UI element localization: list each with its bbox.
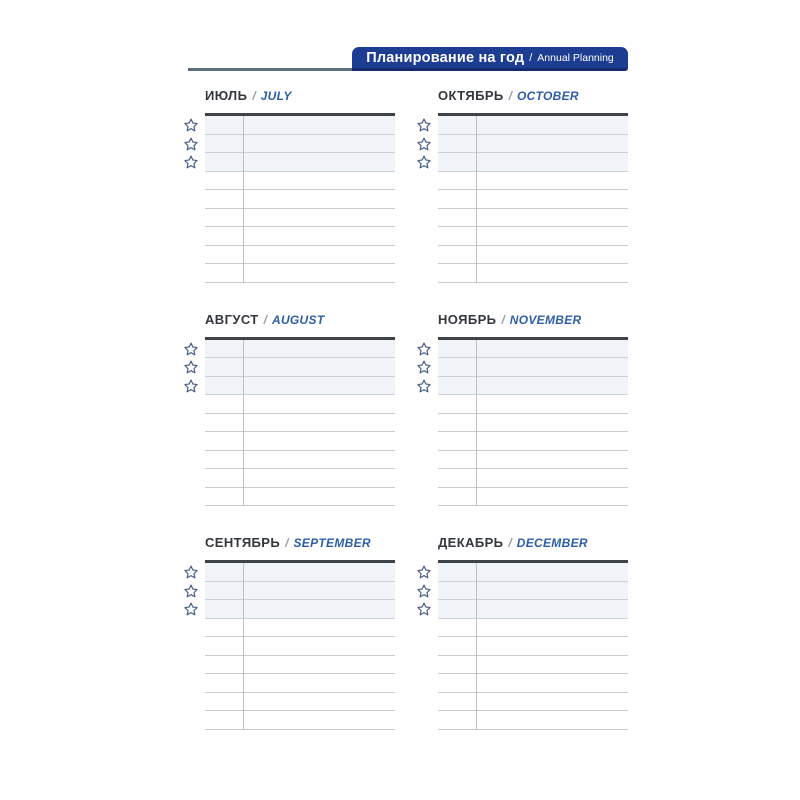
note-row (205, 674, 395, 693)
note-row (205, 264, 395, 283)
header-rule (188, 68, 352, 71)
star-slot (184, 135, 198, 154)
priority-row (438, 116, 628, 135)
month-title-separator: / (508, 536, 512, 550)
star-slot (184, 377, 198, 396)
star-outline-icon (184, 360, 198, 374)
star-outline-icon (417, 155, 431, 169)
priority-row (438, 563, 628, 582)
priority-row (438, 600, 628, 619)
priority-stars-column (417, 560, 431, 730)
star-outline-icon (417, 584, 431, 598)
star-outline-icon (184, 137, 198, 151)
month-section (184, 531, 395, 730)
note-row (438, 693, 628, 712)
note-row (205, 190, 395, 209)
priority-stars-column (417, 113, 431, 283)
star-outline-icon (417, 360, 431, 374)
month-title-separator: / (252, 89, 256, 103)
planning-table (438, 113, 628, 283)
priority-stars-column (184, 113, 198, 283)
priority-stars-column (417, 337, 431, 507)
date-column-divider (243, 563, 244, 730)
note-row (438, 264, 628, 283)
month-section (417, 531, 628, 730)
star-outline-icon (184, 379, 198, 393)
priority-stars-column (184, 560, 198, 730)
month-title-separator: / (263, 312, 267, 327)
note-row (205, 469, 395, 488)
note-row (438, 451, 628, 470)
date-column-divider (243, 116, 244, 283)
priority-stars-column (184, 337, 198, 507)
note-row (438, 619, 628, 638)
star-outline-icon (184, 565, 198, 579)
date-column-divider (476, 340, 477, 507)
month-title (438, 312, 628, 329)
months-grid (184, 84, 628, 730)
note-row (205, 414, 395, 433)
date-column-divider (243, 340, 244, 507)
note-row (438, 432, 628, 451)
note-row (205, 656, 395, 675)
note-row (438, 395, 628, 414)
month-title-separator: / (285, 536, 289, 550)
note-row (205, 451, 395, 470)
month-name-en: SEPTEMBER (293, 536, 371, 550)
month-title-separator: / (508, 89, 512, 103)
page-header (352, 47, 628, 71)
month-name-ru: СЕНТЯБРЬ (205, 535, 281, 550)
star-slot (417, 116, 431, 135)
date-column-divider (476, 116, 477, 283)
note-row (205, 172, 395, 191)
month-planner (184, 113, 395, 283)
star-slot (417, 153, 431, 172)
priority-row (205, 116, 395, 135)
planning-table (438, 337, 628, 507)
planning-table (205, 337, 395, 507)
star-slot (184, 600, 198, 619)
note-row (205, 395, 395, 414)
note-row (438, 227, 628, 246)
star-slot (184, 153, 198, 172)
note-row (438, 637, 628, 656)
note-row (205, 227, 395, 246)
star-outline-icon (184, 118, 198, 132)
month-title (205, 88, 395, 105)
star-outline-icon (417, 137, 431, 151)
month-title (438, 535, 628, 552)
priority-row (205, 600, 395, 619)
month-planner (417, 113, 628, 283)
month-section (417, 308, 628, 507)
star-outline-icon (417, 602, 431, 616)
month-title-separator: / (501, 312, 505, 327)
month-section (184, 308, 395, 507)
note-row (205, 209, 395, 228)
star-slot (417, 358, 431, 377)
priority-row (205, 377, 395, 396)
month-section (184, 84, 395, 283)
star-slot (417, 340, 431, 359)
priority-row (205, 135, 395, 154)
month-title (205, 535, 395, 552)
month-planner (417, 560, 628, 730)
star-slot (184, 116, 198, 135)
star-slot (417, 377, 431, 396)
month-name-en: DECEMBER (516, 536, 588, 550)
note-row (438, 246, 628, 265)
priority-row (438, 358, 628, 377)
planning-table (205, 113, 395, 283)
date-column-divider (476, 563, 477, 730)
month-name-ru: ДЕКАБРЬ (438, 535, 504, 550)
header-title-en: Annual Planning (537, 51, 614, 64)
note-row (438, 711, 628, 730)
month-planner (184, 337, 395, 507)
note-row (205, 637, 395, 656)
note-row (438, 469, 628, 488)
month-section (417, 84, 628, 283)
priority-row (205, 582, 395, 601)
star-slot (417, 600, 431, 619)
star-slot (417, 563, 431, 582)
priority-row (205, 153, 395, 172)
month-name-en: AUGUST (271, 312, 325, 327)
note-row (438, 209, 628, 228)
star-slot (417, 135, 431, 154)
priority-row (438, 135, 628, 154)
star-outline-icon (184, 155, 198, 169)
star-outline-icon (417, 379, 431, 393)
note-row (438, 674, 628, 693)
star-outline-icon (417, 565, 431, 579)
planning-table (205, 560, 395, 730)
note-row (438, 190, 628, 209)
note-row (438, 656, 628, 675)
star-slot (417, 582, 431, 601)
star-slot (184, 358, 198, 377)
priority-row (205, 340, 395, 359)
star-outline-icon (184, 342, 198, 356)
priority-row (438, 582, 628, 601)
planning-table (438, 560, 628, 730)
priority-row (438, 153, 628, 172)
month-title (438, 88, 628, 105)
note-row (438, 488, 628, 507)
star-slot (184, 582, 198, 601)
note-row (205, 488, 395, 507)
note-row (438, 414, 628, 433)
star-outline-icon (417, 118, 431, 132)
note-row (205, 711, 395, 730)
star-outline-icon (184, 602, 198, 616)
month-name-en: JULY (260, 89, 292, 103)
header-title-ru: Планирование на год (366, 49, 525, 66)
priority-row (205, 358, 395, 377)
month-name-ru: НОЯБРЬ (438, 311, 497, 327)
month-name-en: OCTOBER (517, 89, 579, 103)
month-planner (417, 337, 628, 507)
month-name-ru: АВГУСТ (205, 311, 259, 327)
note-row (205, 619, 395, 638)
star-outline-icon (184, 584, 198, 598)
note-row (205, 246, 395, 265)
header-title-separator: / (529, 51, 533, 64)
month-name-en: NOVEMBER (509, 312, 582, 327)
month-name-ru: ИЮЛЬ (205, 88, 248, 103)
star-slot (184, 563, 198, 582)
month-name-ru: ОКТЯБРЬ (438, 88, 504, 103)
priority-row (438, 340, 628, 359)
month-planner (184, 560, 395, 730)
note-row (205, 693, 395, 712)
month-title (205, 312, 395, 329)
note-row (438, 172, 628, 191)
priority-row (438, 377, 628, 396)
star-outline-icon (417, 342, 431, 356)
priority-row (205, 563, 395, 582)
note-row (205, 432, 395, 451)
star-slot (184, 340, 198, 359)
